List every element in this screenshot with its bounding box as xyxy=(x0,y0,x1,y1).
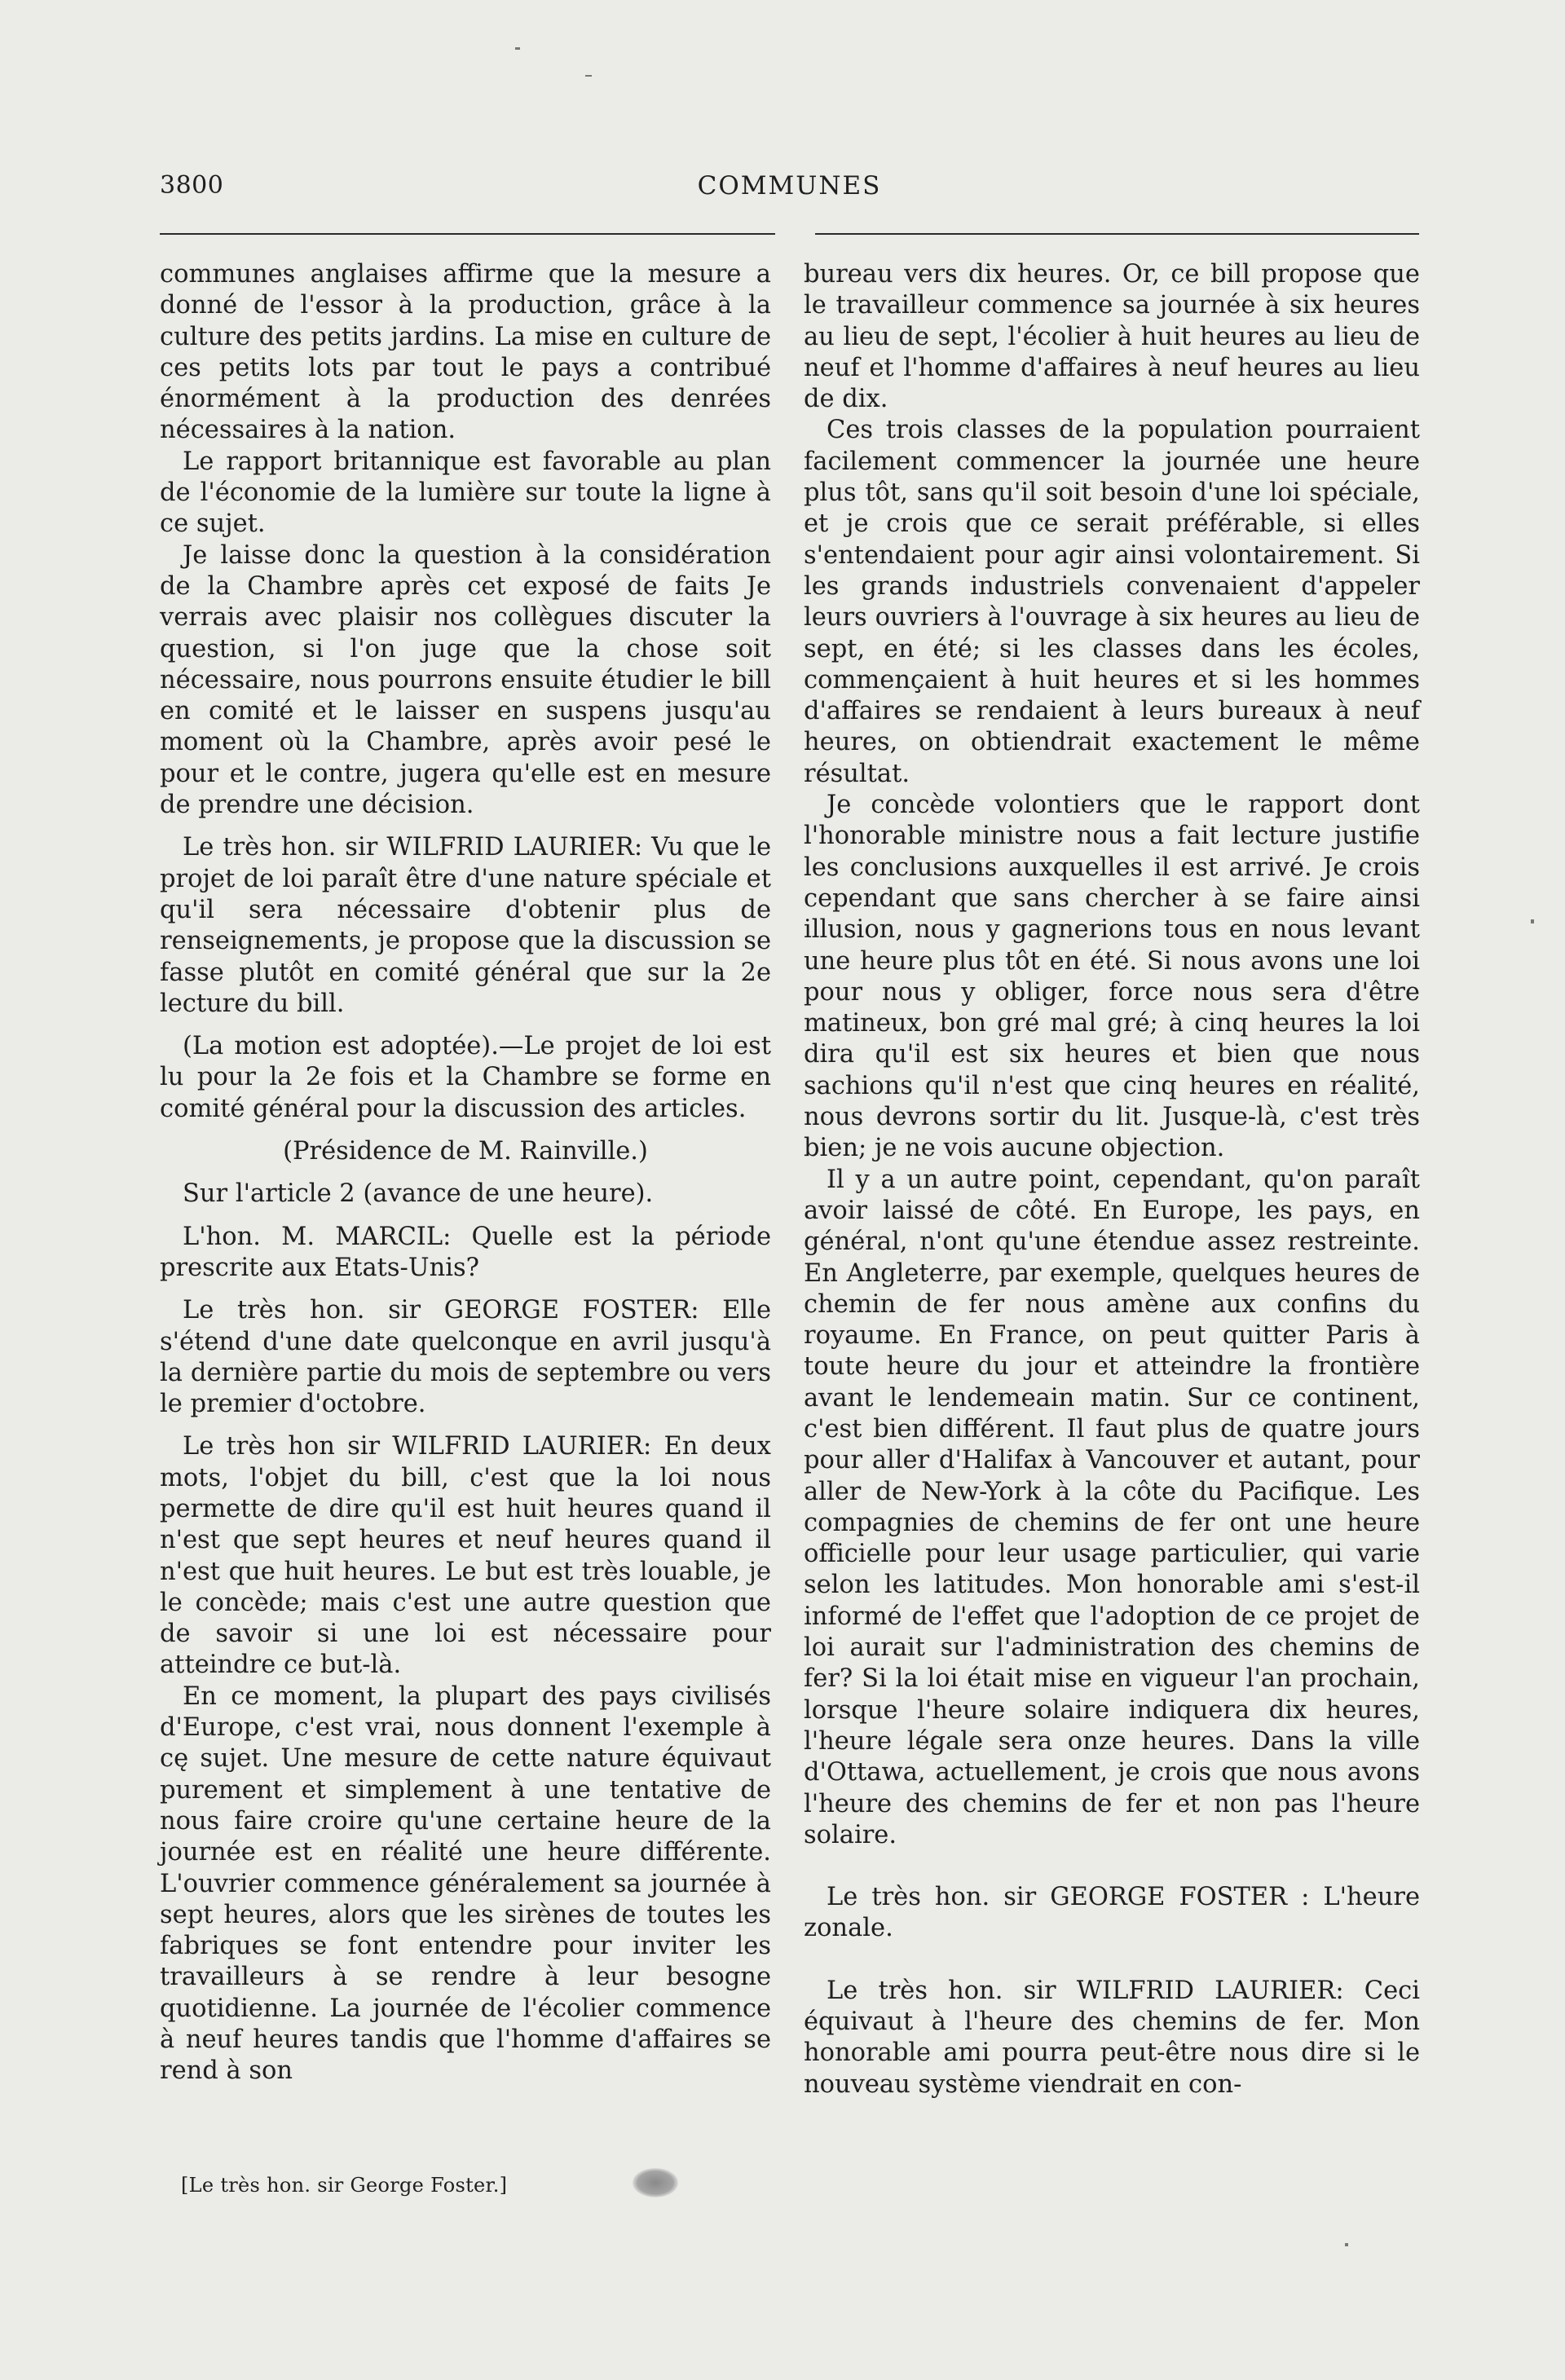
paragraph: Le très hon. sir WILFRID LAURIER: Vu que le projet de loi paraît être d'une nature spéciale et qu'il sera nécessaire d'obtenir plus de renseignements, je propose que la discussion se fasse plutôt en comité général que sur la 2e lecture du bill. xyxy=(160,833,771,1018)
page-footer: [Le très hon. sir George Foster.] xyxy=(181,2174,508,2197)
presidency-note: (Présidence de M. Rainville.) xyxy=(283,1137,648,1166)
paragraph: (La motion est adoptée).—Le projet de loi est lu pour la 2e fois et la Chambre se forme en comité général pour la discussion des articles. xyxy=(160,1032,771,1123)
paragraph: Le très hon. sir GEORGE FOSTER : L'heure zonale. xyxy=(804,1883,1420,1943)
paragraph: bureau vers dix heures. Or, ce bill propose que le travailleur commence sa journée à six heures au lieu de sept, l'écolier à huit heures au lieu de neuf et l'homme d'affaires à neuf heures au lieu de dix. xyxy=(804,260,1420,414)
paragraph: Je concède volontiers que le rapport dont l'honorable ministre nous a fait lecture justifie les conclusions auxquelles il est arrivé. Je crois cependant que sans chercher à se faire ainsi illusion, nous y gagnerions tous en nous levant une heure plus tôt en été. Si nous avons une loi pour nous y obliger, force nous sera d'être matineux, bon gré mal gré; à cinq heures la loi dira qu'il est six heures et bien que nous sachions qu'il n'est que cinq heures en réalité, nous devrons sortir du lit. Jusque-là, c'est très bien; je ne vois aucune objection. xyxy=(804,791,1420,1163)
header-rule-left xyxy=(160,233,775,235)
paragraph: L'hon. M. MARCIL: Quelle est la période prescrite aux Etats-Unis? xyxy=(160,1222,771,1282)
paragraph: Le très hon sir WILFRID LAURIER: En deux mots, l'objet du bill, c'est que la loi nous permette de dire qu'il est huit heures quand il n'est que sept heures et neuf heures quand il n'est que huit heures. Le but est très louable, je le concède; mais c'est une autre question que de savoir si une loi est nécessaire pour atteindre ce but-là. xyxy=(160,1432,771,1680)
paragraph: Je laisse donc la question à la considération de la Chambre après cet exposé de faits Je verrais avec plaisir nos collègues discuter la question, si l'on juge que la chose soit nécessaire, nous pourrons ensuite étudier le bill en comité et le laisser en suspens jusqu'au moment où la Chambre, après avoir pesé le pour et le contre, jugera qu'elle est en mesure de prendre une décision. xyxy=(160,540,771,820)
paragraph: Le très hon. sir GEORGE FOSTER: Elle s'étend d'une date quelconque en avril jusqu'à la dernière partie du mois de septembre ou vers le premier d'octobre. xyxy=(160,1296,771,1419)
paragraph: Sur l'article 2 (avance de une heure). xyxy=(183,1179,654,1209)
speck xyxy=(1345,2243,1348,2246)
paragraph: Le très hon. sir WILFRID LAURIER: Ceci équivaut à l'heure des chemins de fer. Mon honorable ami pourra peut-être nous dire si le nouveau système viendrait en con- xyxy=(804,1976,1420,2099)
paragraph: Il y a un autre point, cependant, qu'on paraît avoir laissé de côté. En Europe, les pays, en général, n'ont qu'une étendue assez restreinte. En Angleterre, par exemple, quelques heures de chemin de fer nous amène aux confins du royaume. En France, on peut quitter Paris à toute heure du jour et atteindre la frontière avant le lendemeain matin. Sur ce continent, c'est bien différent. Il faut plus de quatre jours pour aller d'Halifax à Vancouver et autant, pour aller de New-York à la côte du Pacifique. Les compagnies de chemins de fer ont une heure officielle pour leur usage particulier, qui varie selon les latitudes. Mon honorable ami s'est-il informé de l'effet que l'adoption de ce projet de loi aurait sur l'administration des chemins de fer? Si la loi était mise en vigueur l'an prochain, lorsque l'heure solaire indiquera dix heures, l'heure légale sera onze heures. Dans la ville d'Ottawa, actuellement, je crois que nous avons l'heure des chemins de fer et non pas l'heure solaire. xyxy=(804,1165,1420,1849)
left-column xyxy=(160,259,771,2087)
paragraph: Ces trois classes de la population pourraient facilement commencer la journée une heure plus tôt, sans qu'il soit besoin d'une loi spéciale, et je crois que ce serait préférable, si elles s'entendaient pour agir ainsi volontairement. Si les grands industriels convenaient d'appeler leurs ouvriers à l'ouvrage à six heures au lieu de sept, en été; si les classes dans les écoles, commençaient à huit heures et si les hommes d'affaires se rendaient à leurs bureaux à neuf heures, on obtiendrait exactement le même résultat. xyxy=(804,416,1420,788)
speck xyxy=(515,47,520,50)
paragraph: En ce moment, la plupart des pays civilisés d'Europe, c'est vrai, nous donnent l'exemple à cę sujet. Une mesure de cette nature équivaut purement et simplement à une tentative de nous faire croire qu'une certaine heure de la journée est en réalité une heure différente. L'ouvrier commence généralement sa journée à sept heures, alors que les sirènes de toutes les fabriques se font entendre pour inviter les travailleurs à se rendre à leur besogne quotidienne. La journée de l'écolier commence à neuf heures tandis que l'homme d'affaires se rend à son xyxy=(160,1681,771,2086)
paragraph: communes anglaises affirme que la mesure a donné de l'essor à la production, grâce à la culture des petits jardins. La mise en culture de ces petits lots par tout le pays a contribué énormément à la production des denrées nécessaires à la nation. xyxy=(160,260,771,445)
header-rule-right xyxy=(815,233,1419,235)
page-number: 3800 xyxy=(160,171,224,200)
ink-smudge xyxy=(633,2168,678,2197)
speck xyxy=(1531,919,1534,923)
running-head: COMMUNES xyxy=(697,171,882,201)
page-header xyxy=(160,171,1419,210)
paragraph: Le rapport britannique est favorable au plan de l'économie de la lumière sur toute la ligne à ce sujet. xyxy=(160,447,771,539)
right-column xyxy=(804,259,1420,2100)
speck xyxy=(585,75,592,77)
